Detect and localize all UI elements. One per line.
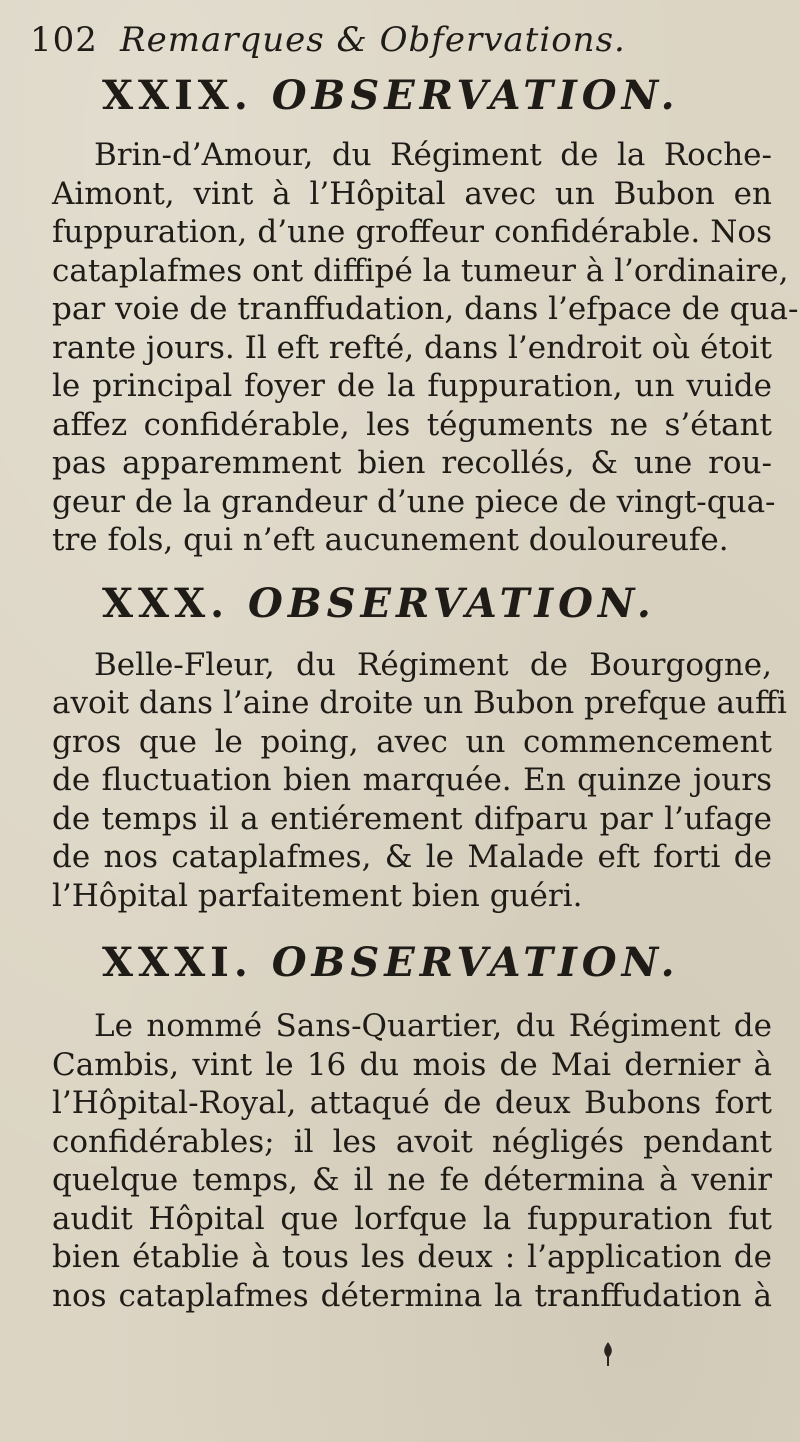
text-line: Aimont, vint à l’Hôpital avec un Bubon en: [52, 175, 772, 212]
observation-word: OBSERVATION.: [247, 579, 656, 627]
text-line: gros que le poing, avec un commencement: [52, 723, 772, 760]
text-line: quelque temps, & il ne fe détermina à venir: [52, 1162, 772, 1198]
observation-heading-29: [52, 72, 772, 120]
observation-word: OBSERVATION.: [271, 72, 680, 119]
observation-word: OBSERVATION.: [271, 939, 680, 986]
text-line: Cambis, vint le 16 du mois de Mai dernier à: [52, 1046, 772, 1083]
text-line: rante jours. Il eft refté, dans l’endroit où étoit: [52, 329, 772, 366]
text-line: l’Hôpital parfaitement bien guéri.: [52, 877, 583, 914]
text-line: l’Hôpital-Royal, attaqué de deux Bubons fort: [52, 1085, 772, 1121]
observation-heading-31: [52, 939, 772, 987]
text-line: de fluctuation bien marquée. En quinze jours: [52, 762, 772, 798]
observation-text-29: [52, 136, 799, 560]
text-line: geur de la grandeur d’une piece de vingt-qua-: [52, 483, 776, 520]
text-line: cataplafmes ont diffipé la tumeur à l’ordinaire,: [52, 252, 789, 289]
text-line: tre fols, qui n’eft aucunement douloureufe.: [52, 522, 729, 558]
observation-number: XXX.: [102, 579, 230, 627]
text-line: par voie de tranffudation, dans l’efpace de qua-: [52, 291, 799, 327]
text-line: de nos cataplafmes, & le Malade eft forti de: [52, 839, 772, 875]
text-line: Le nommé Sans-Quartier, du Régiment de: [94, 1008, 772, 1044]
observation-heading-30: [52, 580, 772, 628]
text-line: bien établie à tous les deux : l’application de: [52, 1239, 772, 1275]
text-line: audit Hôpital que lorfque la fuppuration fut: [52, 1200, 772, 1237]
text-line: fuppuration, d’une groffeur confidérable. Nos: [52, 214, 772, 250]
observation-number: XXXI.: [102, 939, 253, 986]
text-line: affez confidérable, les téguments ne s’étant: [52, 406, 772, 443]
page-number: 102: [30, 20, 98, 60]
text-line: pas apparemment bien recollés, & une rou-: [52, 445, 772, 481]
running-title: Remarques & Obfervations.: [120, 20, 626, 60]
text-line: de temps il a entiérement difparu par l’ufage: [52, 800, 772, 837]
observation-text-30: [52, 646, 787, 916]
fleuron-icon: [598, 1340, 618, 1368]
text-line: nos cataplafmes détermina la tranffudation à: [52, 1277, 772, 1314]
observation-number: XXIX.: [102, 72, 253, 119]
text-line: Brin-d’Amour, du Régiment de la Roche-: [94, 137, 772, 173]
text-line: confidérables; il les avoit négligés pendant: [52, 1123, 772, 1160]
text-line: Belle-Fleur, du Régiment de Bourgogne,: [94, 646, 772, 683]
observation-text-31: [52, 1007, 772, 1315]
text-line: avoit dans l’aine droite un Bubon prefque auffi: [52, 685, 787, 721]
running-head: [30, 18, 772, 62]
text-line: le principal foyer de la fuppuration, un vuide: [52, 368, 772, 404]
